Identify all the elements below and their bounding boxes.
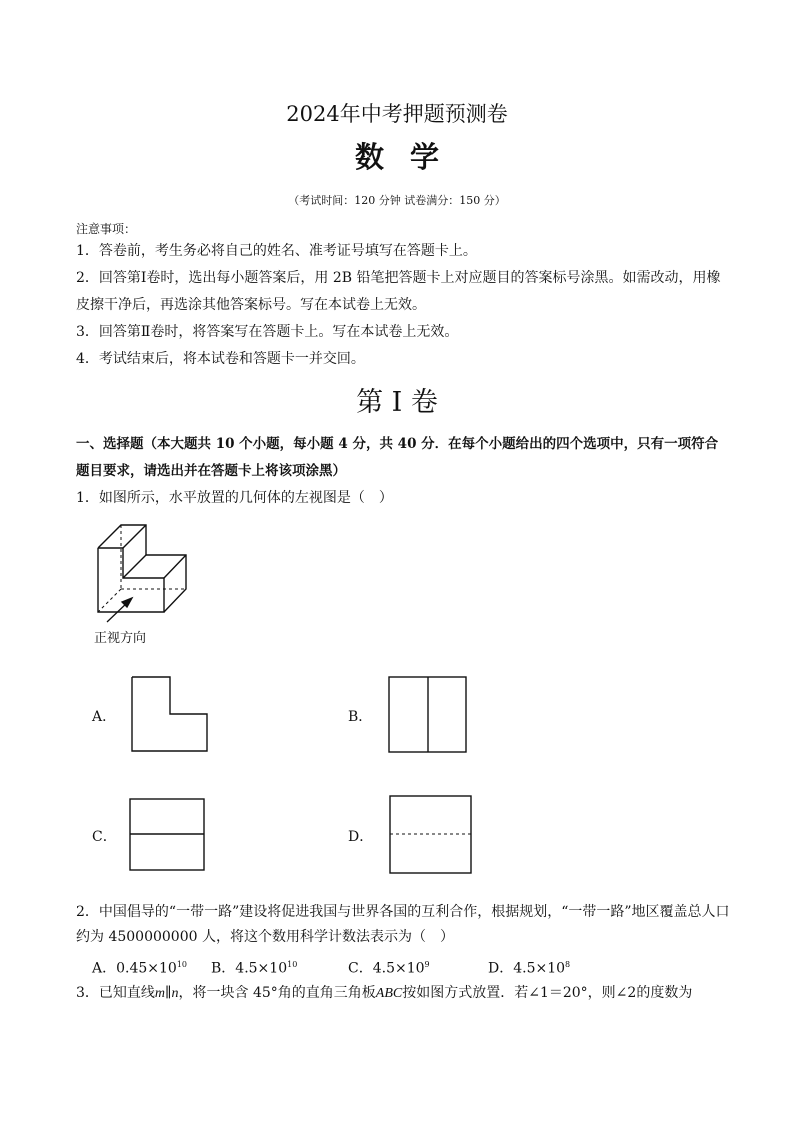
exam-info: （考试时间：120 分钟 试卷满分：150 分） [288, 194, 506, 207]
q3-middle: ，将一块含 45°角的直角三角板 [178, 985, 376, 1001]
part1-instructions-cont: 题目要求，请选出并在答题卡上将该项涂黑） [76, 463, 346, 479]
q1-option-a-label: A． [92, 709, 117, 725]
q2-option-b [211, 955, 297, 979]
note-item-2: 2．回答第Ⅰ卷时，选出每小题答案后，用 2B 铅笔把答题卡上对应题目的答案标号涂黑。如需改动，用橡 [76, 270, 721, 286]
q2-option-c-value: 4.5×10 [372, 960, 425, 977]
q2-stem: 2．中国倡导的“一带一路”建设将促进我国与世界各国的互利合作，根据规划，“一带一路”地区覆盖总人口 [76, 904, 730, 920]
q3-parallel-symbol: ∥ [165, 985, 172, 1001]
note-item-1: 1．答卷前，考生务必将自己的姓名、准考证号填写在答题卡上。 [76, 243, 477, 259]
part1-instructions: 一、选择题（本大题共 10 个小题，每小题 4 分，共 40 分．在每个小题给出的四个选项中，只有一项符合 [76, 436, 719, 452]
q3-line-n: n [171, 986, 179, 1001]
q2-option-a-value: 0.45×10 [116, 960, 177, 977]
notes-heading: 注意事项： [76, 222, 137, 236]
subject-title: 数学 [354, 140, 465, 174]
q2-option-c [348, 955, 430, 979]
q3-stem [76, 983, 692, 1004]
q1-option-d-label: D． [348, 829, 374, 845]
q3-suffix: 按如图方式放置．若∠1＝20°，则∠2的度数为 [402, 985, 693, 1001]
note-item-2-cont: 皮擦干净后，再选涂其他答案标号。写在本试卷上无效。 [76, 297, 426, 313]
q2-option-d-value: 4.5×10 [513, 960, 566, 977]
q2-option-c-label: C． [348, 960, 373, 977]
q3-triangle-abc: ABC [375, 986, 403, 1001]
q2-option-a [92, 955, 187, 979]
q2-option-d-label: D． [488, 960, 514, 977]
q3-line-m: m [154, 986, 166, 1001]
section-title: 第 I 卷 [356, 387, 438, 418]
q2-stem-cont: 约为 4500000000 人，将这个数用科学计数法表示为（ ） [76, 929, 454, 945]
q1-option-c-label: C． [92, 829, 117, 845]
q2-option-a-label: A． [92, 960, 117, 977]
q2-option-c-exponent: 9 [424, 960, 430, 969]
note-item-3: 3．回答第Ⅱ卷时，将答案写在答题卡上。写在本试卷上无效。 [76, 324, 459, 340]
view-direction-label: 正视方向 [94, 631, 147, 646]
exam-title: 2024年中考押题预测卷 [286, 102, 508, 126]
note-item-4: 4．考试结束后，将本试卷和答题卡一并交回。 [76, 351, 365, 367]
q2-option-b-label: B． [211, 960, 236, 977]
q1-stem: 1．如图所示，水平放置的几何体的左视图是（ ） [76, 490, 393, 506]
q2-option-a-exponent: 10 [176, 960, 188, 969]
q2-option-d-exponent: 8 [565, 960, 571, 969]
q3-prefix: 3．已知直线 [76, 985, 155, 1001]
q1-option-b-label: B． [348, 709, 373, 725]
q2-option-d [488, 955, 570, 979]
q2-option-b-exponent: 10 [287, 960, 298, 969]
q2-option-b-value: 4.5×10 [235, 960, 288, 977]
